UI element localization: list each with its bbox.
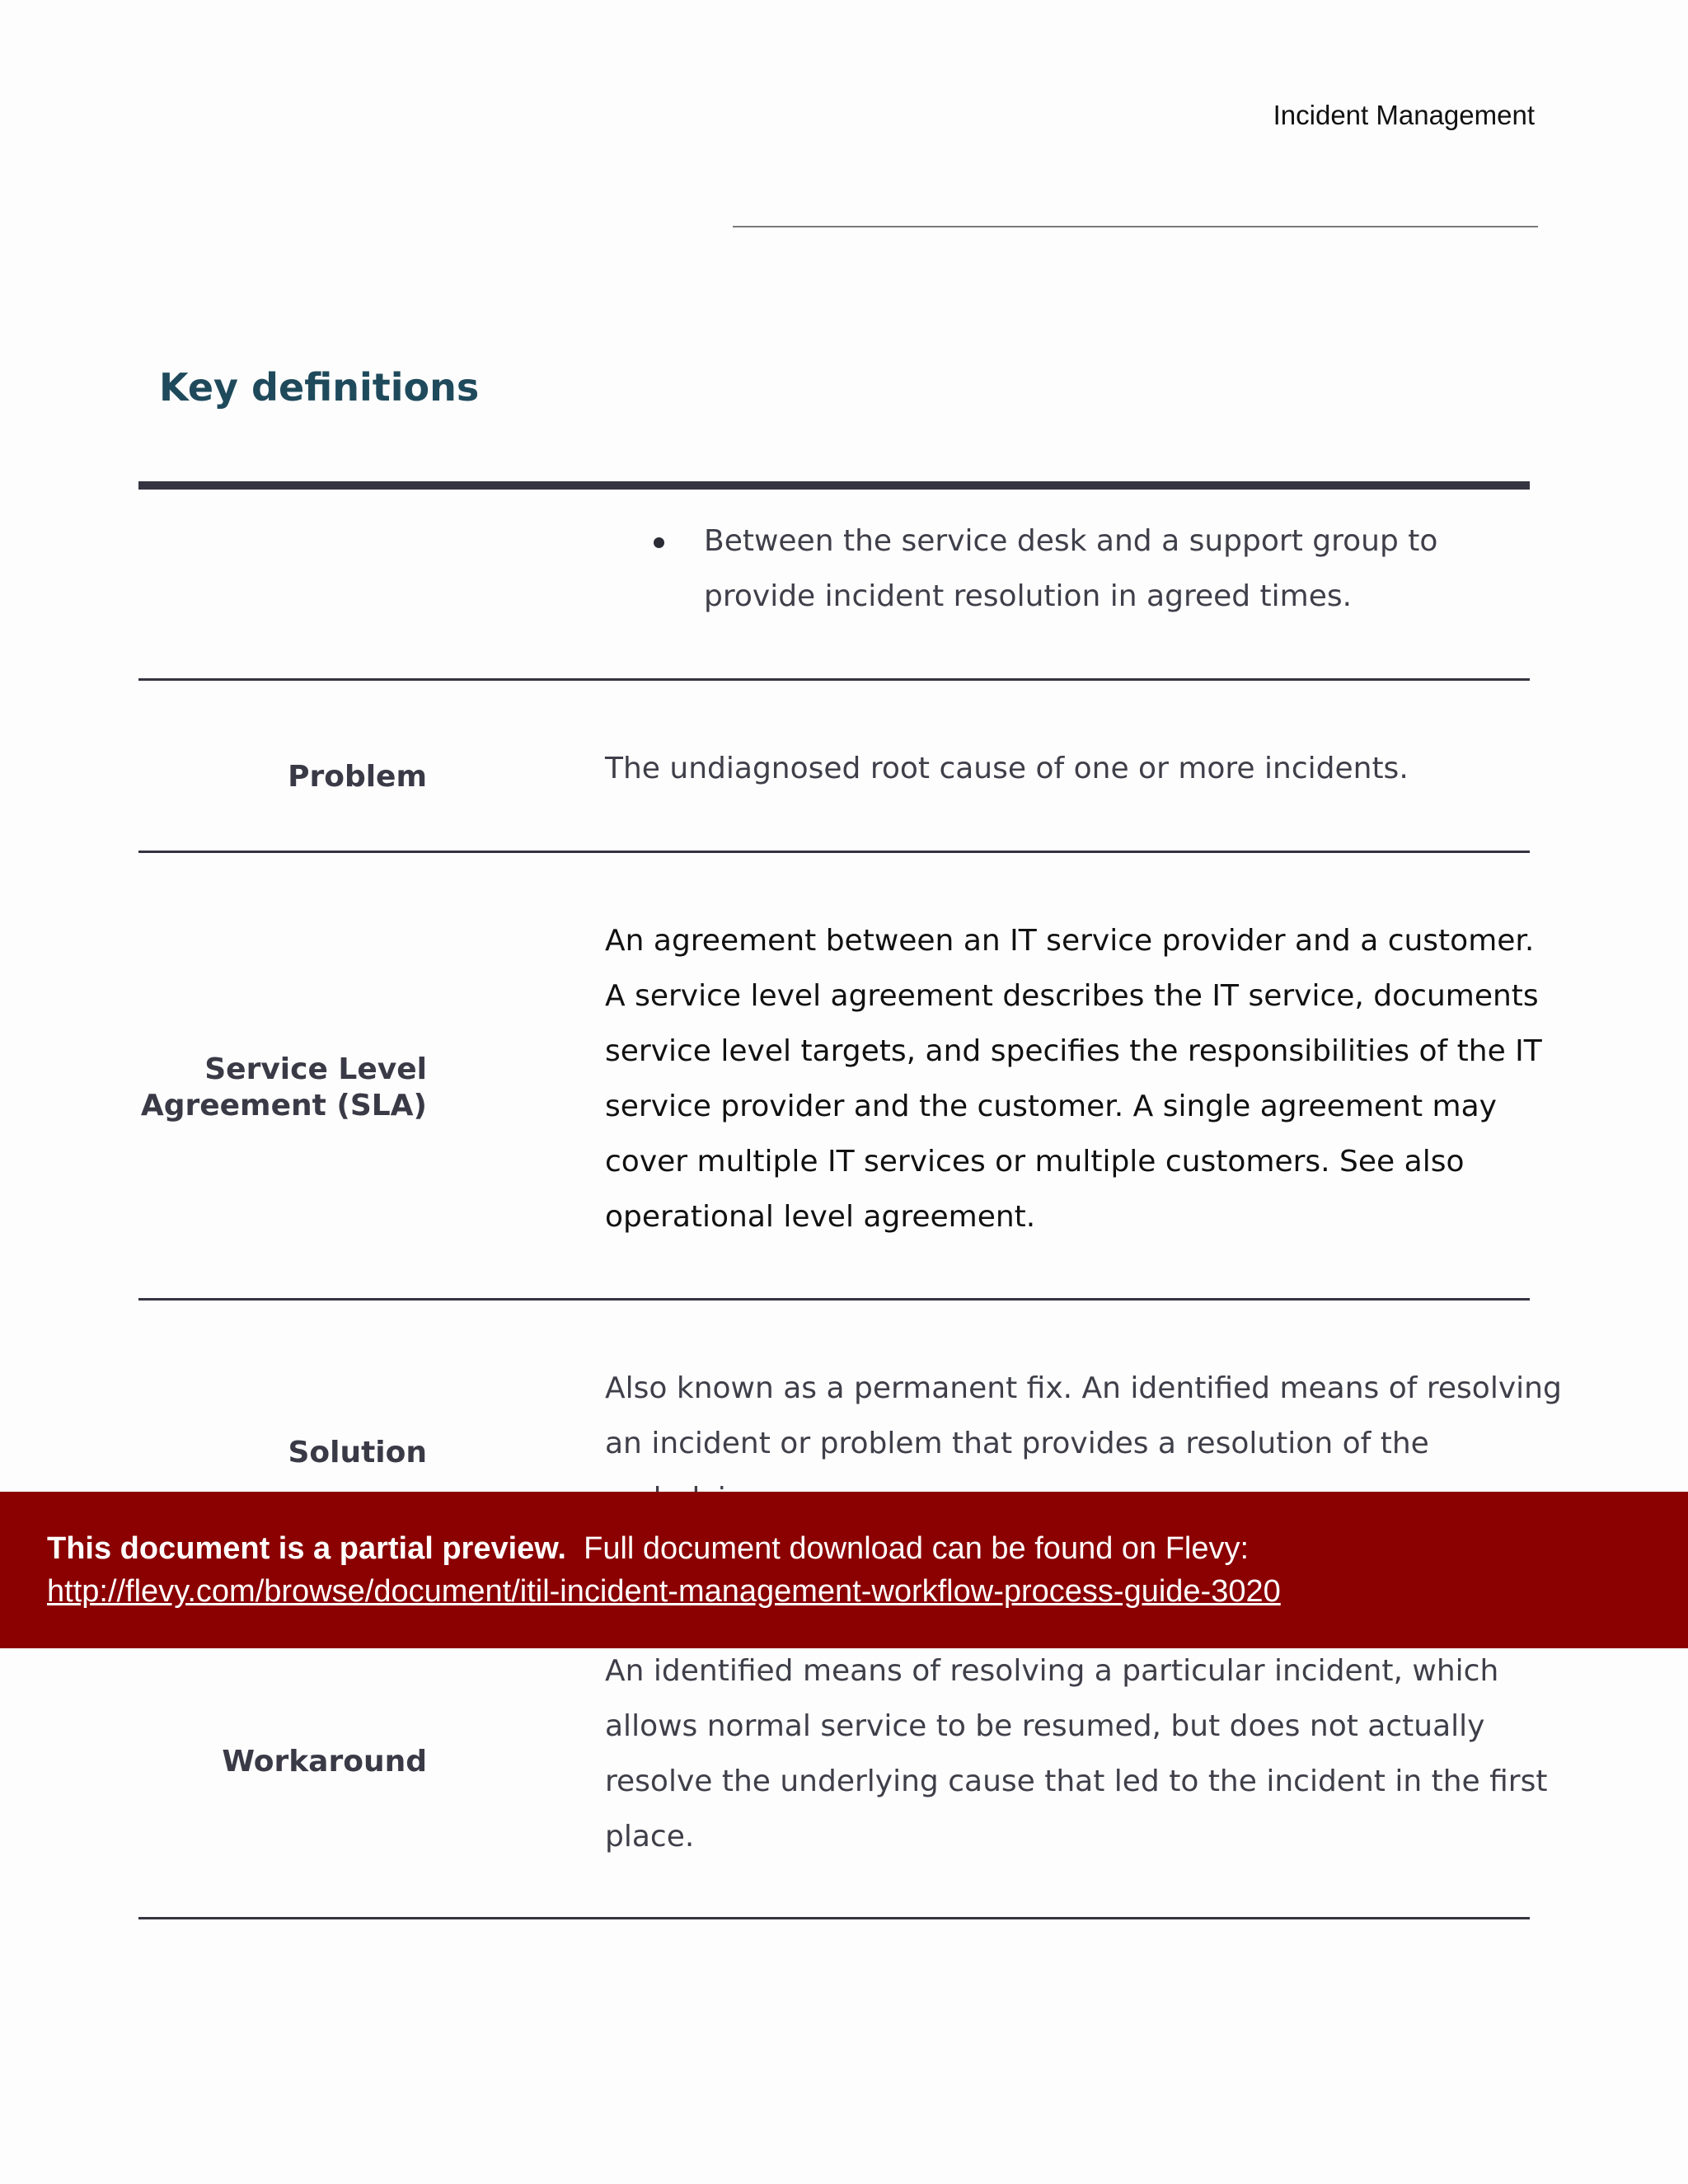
banner-download-link[interactable]: http://flevy.com/browse/document/itil-incident-management-workflow-process-guide-3020: [47, 1574, 1281, 1609]
term-problem: Problem: [288, 760, 427, 794]
banner-text: Full document download can be found on Flevy:: [584, 1531, 1250, 1566]
definition-problem: The undiagnosed root cause of one or more incidents.: [605, 752, 1409, 785]
term-workaround: Workaround: [222, 1745, 427, 1779]
definition-sla: An agreement between an IT service provider and a customer. A service level agreement describes the IT service, documents service level targets, and specifies the responsibilities of the IT service provider and the customer. A single agreement may cover multiple IT services or multiple customers. See also operational level agreement.: [605, 924, 1542, 1234]
table-bottom-border: [138, 1917, 1530, 1919]
header-divider: [733, 226, 1538, 227]
row-divider: [138, 851, 1530, 853]
definition-workaround: An identified means of resolving a particular incident, which allows normal service to be resumed, but does not actually resolve the underlying cause that led to the incident in the first place.: [605, 1654, 1548, 1854]
banner-message: [47, 1531, 1249, 1567]
row-divider: [138, 1298, 1530, 1301]
section-title: Key definitions: [159, 365, 480, 410]
term-solution: Solution: [288, 1436, 427, 1469]
preview-banner: [0, 1492, 1688, 1648]
running-header: Incident Management: [1273, 100, 1535, 130]
definition-solution: Also known as a permanent fix. An identified means of resolving an incident or problem that provides a resolution of the: [605, 1371, 1562, 1460]
banner-bold-text: This document is a partial preview.: [47, 1531, 566, 1566]
term-sla: Service Level Agreement (SLA): [140, 1052, 427, 1122]
bullet-item: Between the service desk and a support group to provide incident resolution in agreed times.: [704, 524, 1438, 613]
bullet-icon: [654, 537, 664, 548]
table-top-border: [138, 481, 1530, 490]
row-divider: [138, 678, 1530, 681]
